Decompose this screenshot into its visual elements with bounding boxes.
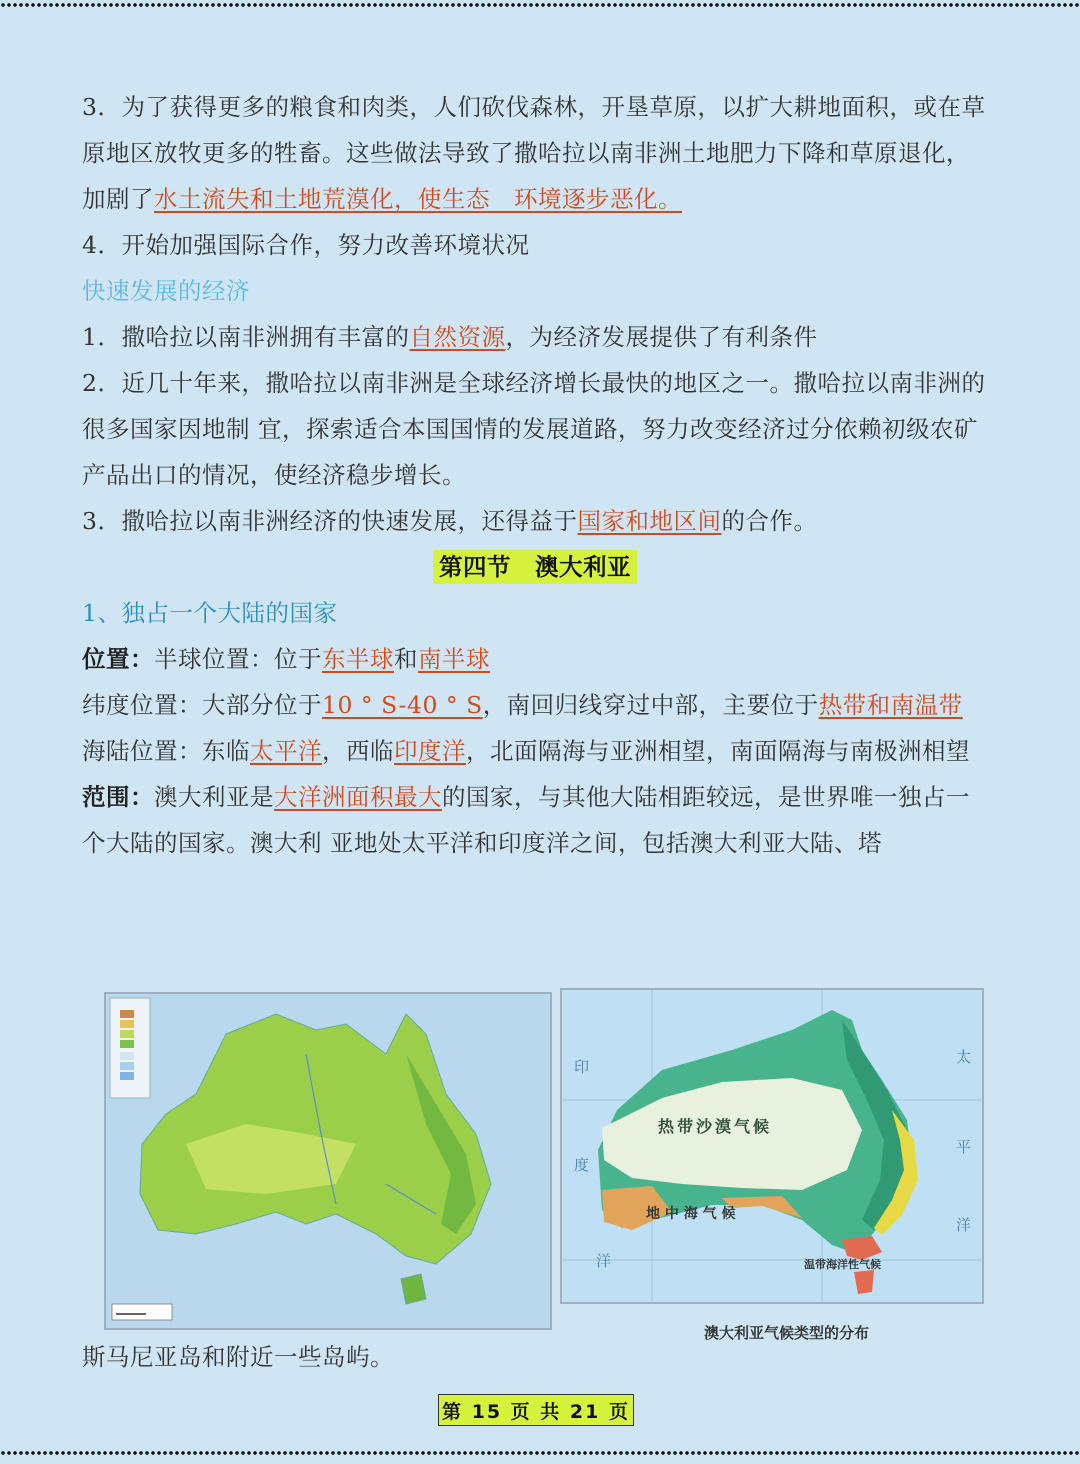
document-body: [82, 84, 988, 866]
underlined-answer: 国家和地区间: [577, 507, 722, 535]
label-india-1: 印: [574, 1058, 590, 1076]
map-caption: 澳大利亚气候类型的分布: [704, 1324, 870, 1342]
label-india-2: 度: [574, 1156, 590, 1174]
label-pacific-3: 洋: [956, 1216, 972, 1234]
subheading-economy: 快速发展的经济: [82, 277, 250, 305]
top-dotted-border: [0, 2, 1080, 14]
bottom-dotted-border: [0, 1450, 1080, 1462]
climate-map-australia: [560, 988, 984, 1304]
position-latitude: 纬度位置：大部分位于10 ° S-40 ° S，南回归线穿过中部，主要位于热带和南温带: [82, 691, 963, 719]
topographic-map-australia: [104, 992, 552, 1330]
underlined-answer: 水土流失和土地荒漠化，使生态 环境逐步恶化。: [154, 185, 682, 213]
label-temperate-marine: 温带海洋性气候: [804, 1258, 881, 1271]
map-figures: [104, 988, 984, 1344]
paragraph-2: 4．开始加强国际合作，努力改善环境状况: [82, 231, 530, 259]
label-pacific-2: 平: [956, 1138, 972, 1156]
label-india-3: 洋: [596, 1252, 612, 1270]
paragraph-1: 3．为了获得更多的粮食和肉类，人们砍伐森林，开垦草原，以扩大耕地面积，或在草原地区放牧更多的牲畜。这些做法导致了撒哈拉以南非洲土地肥力下降和草原退化，加剧了水土流失和土地荒漠化，使生态 环境逐步恶化。: [82, 93, 986, 213]
heading-1: 1、独占一个大陆的国家: [82, 599, 338, 627]
paragraph-4: 2．近几十年来，撒哈拉以南非洲是全球经济增长最快的地区之一。撒哈拉以南非洲的很多国家因地制 宜，探索适合本国国情的发展道路，努力改变经济过分依赖初级农矿产品出口的情况，使经济稳步增长。: [82, 369, 986, 489]
position-hemisphere: 位置：半球位置：位于东半球和南半球: [82, 645, 490, 673]
label-desert: 热带沙漠气候: [658, 1117, 773, 1136]
range-paragraph: 范围：澳大利亚是大洋洲面积最大的国家，与其他大陆相距较远，是世界唯一独占一个大陆的国家。澳大利 亚地处太平洋和印度洋之间，包括澳大利亚大陆、塔: [82, 783, 970, 857]
page-footer: 第 15 页 共 21 页: [438, 1394, 634, 1426]
label-mediterranean: 地 中 海 气 候: [646, 1206, 736, 1222]
underlined-answer: 自然资源: [409, 323, 506, 351]
section-title: 第四节 澳大利亚: [433, 550, 637, 584]
position-sea-land: 海陆位置：东临太平洋，西临印度洋，北面隔海与亚洲相望，南面隔海与南极洲相望: [82, 737, 970, 765]
paragraph-tail: 斯马尼亚岛和附近一些岛屿。: [82, 1343, 394, 1371]
label-pacific-1: 太: [956, 1048, 972, 1066]
section-title-wrap: [82, 544, 988, 590]
paragraph-5: 3．撒哈拉以南非洲经济的快速发展，还得益于国家和地区间的合作。: [82, 507, 818, 535]
paragraph-3: 1．撒哈拉以南非洲拥有丰富的自然资源，为经济发展提供了有利条件: [82, 323, 818, 351]
